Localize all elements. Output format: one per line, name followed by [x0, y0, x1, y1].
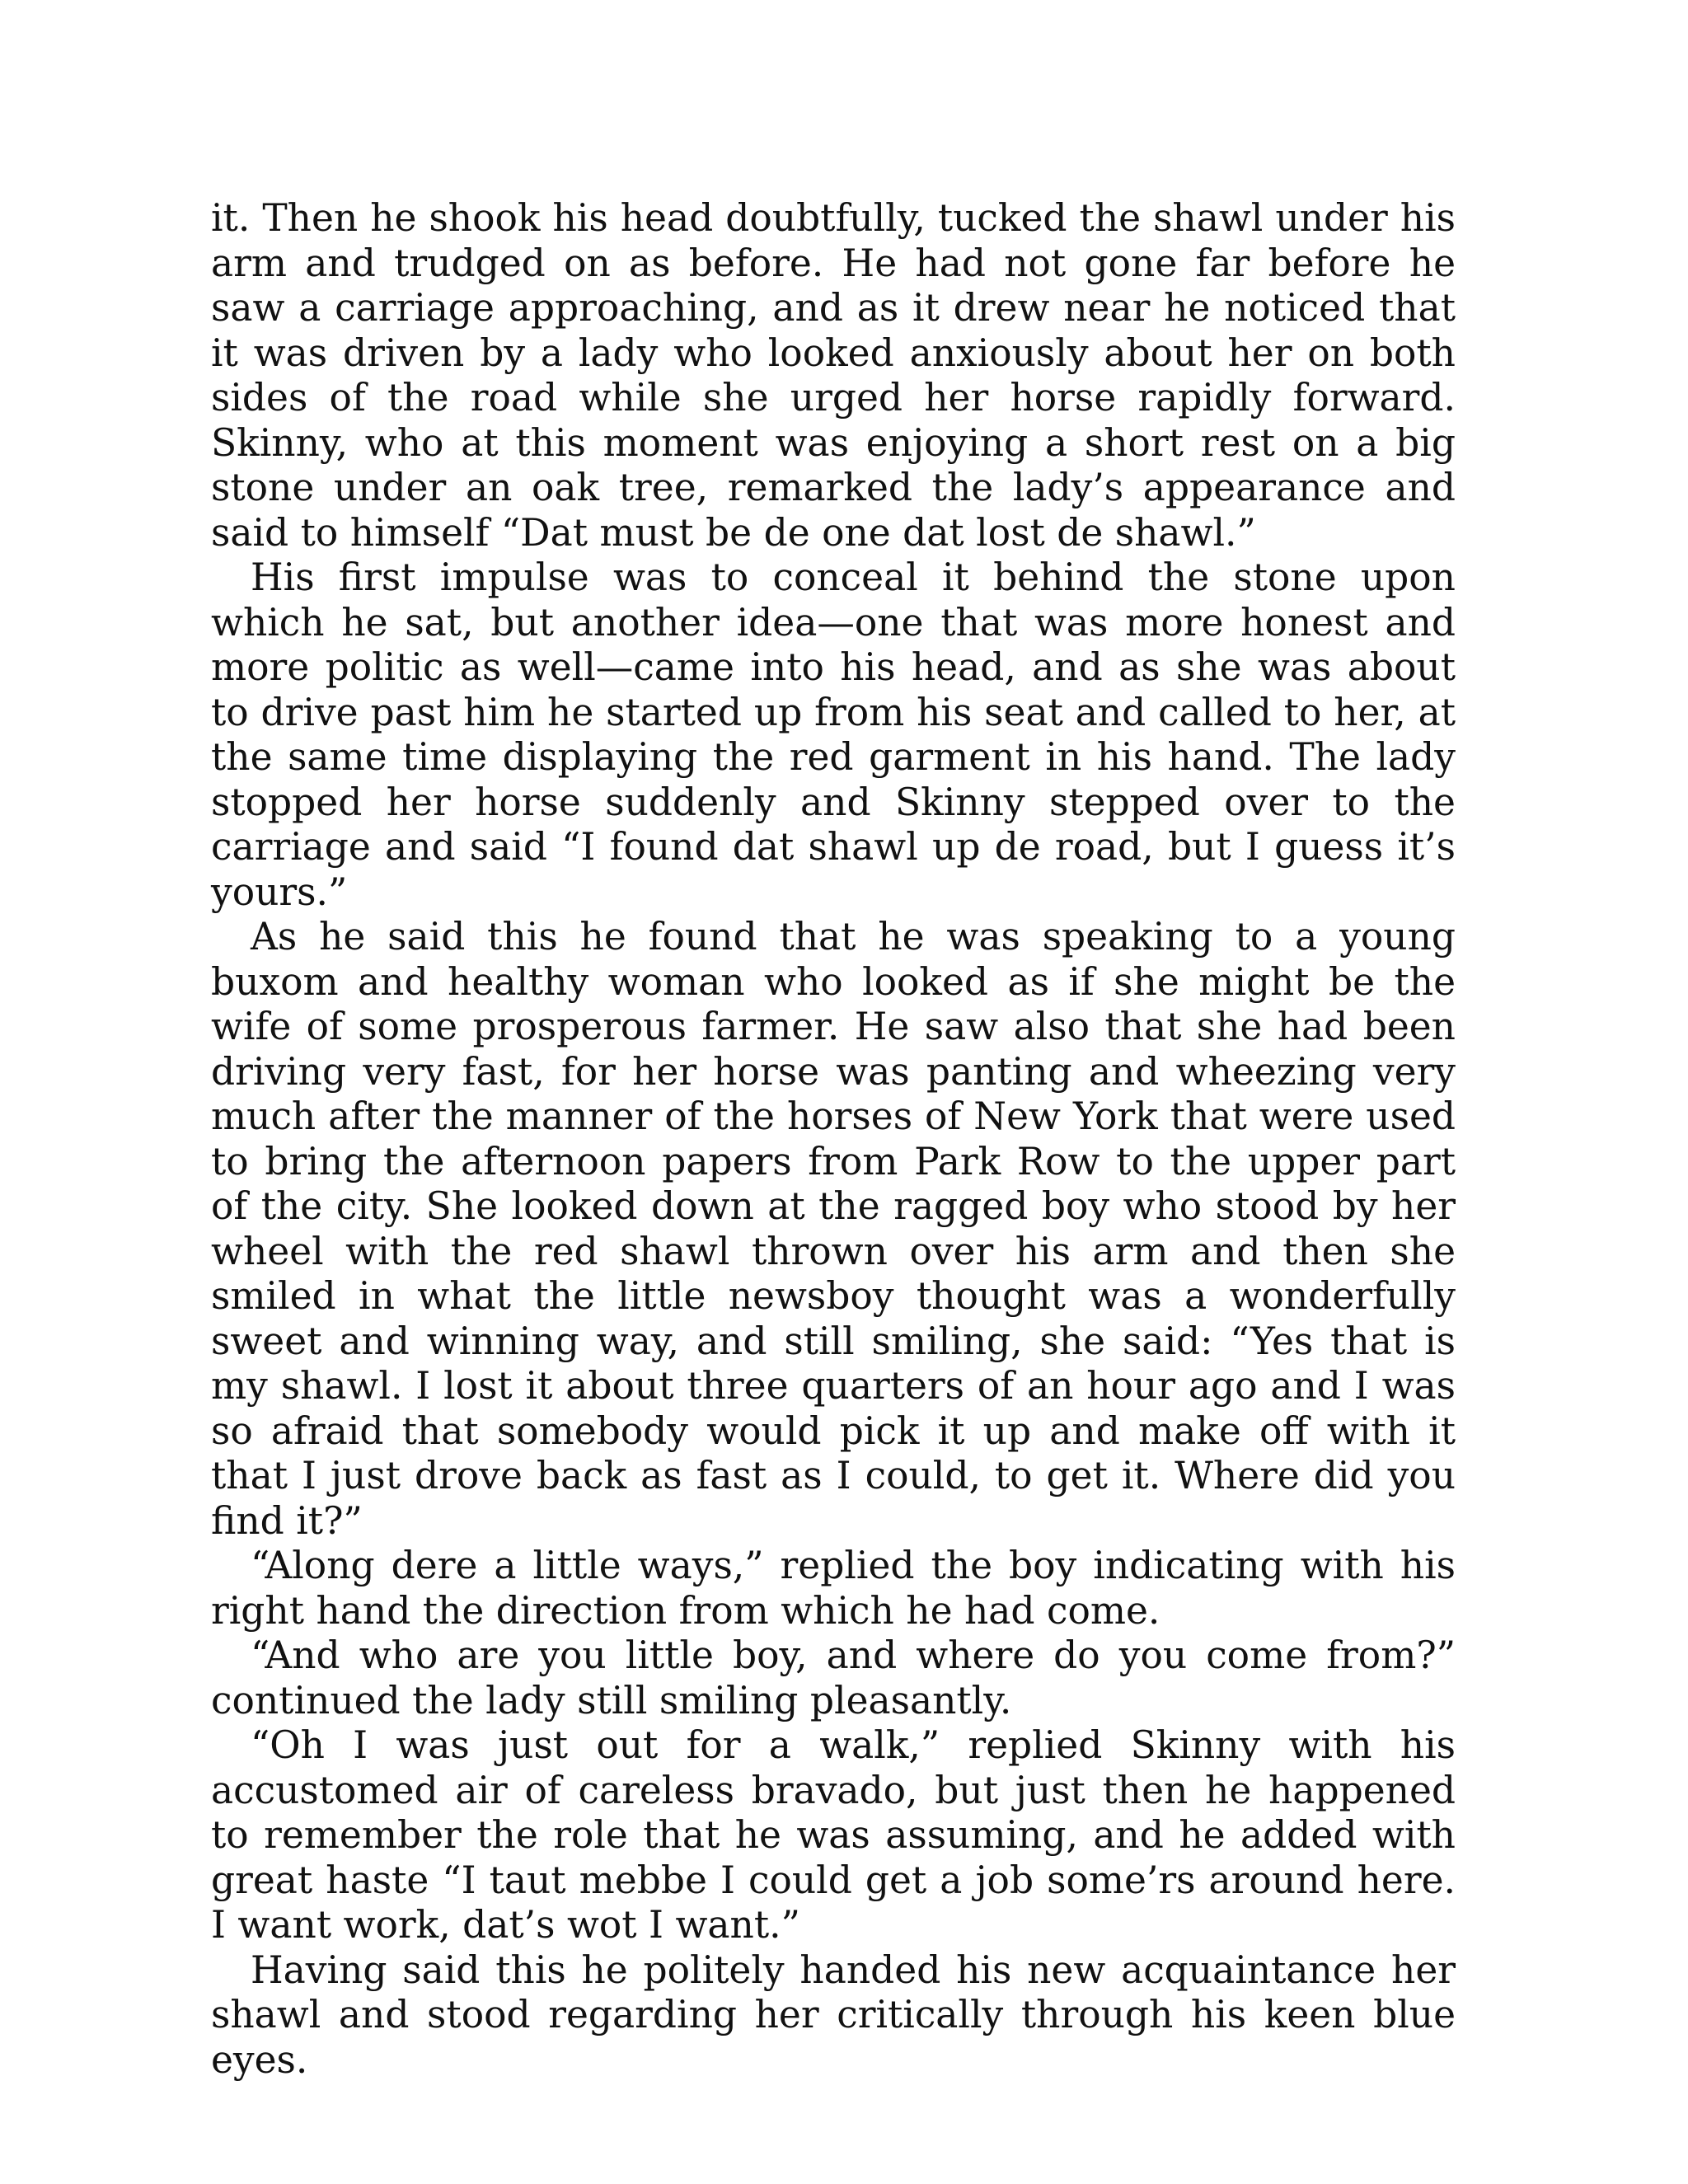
page-text-body — [211, 196, 1456, 2083]
paragraph-2: His first impulse was to conceal it behind the stone upon which he sat, but another idea—one that was more honest and more politic as well—came into his head, and as she was about to drive past him he started up from his seat and called to her, at the same time displaying the red garment in his hand. The lady stopped her horse suddenly and Skinny stepped over to the carriage and said “I found dat shawl up de road, but I guess it’s yours.” — [211, 555, 1456, 914]
paragraph-7: Having said this he politely handed his new acquaintance her shawl and stood regarding her critically through his keen blue eyes. — [211, 1947, 1456, 2082]
paragraph-1: it. Then he shook his head doubtfully, tucked the shawl under his arm and trudged on as before. He had not gone far before he saw a carriage approaching, and as it drew near he noticed that it was driven by a lady who looked anxiously about her on both sides of the road while she urged her horse rapidly forward. Skinny, who at this moment was enjoying a short rest on a big stone under an oak tree, remarked the lady’s appearance and said to himself “Dat must be de one dat lost de shawl.” — [211, 196, 1456, 555]
paragraph-6: “Oh I was just out for a walk,” replied Skinny with his accustomed air of careless bravado, but just then he happened to remember the role that he was assuming, and he added with great haste “I taut mebbe I could get a job some’rs around here. I want work, dat’s wot I want.” — [211, 1723, 1456, 1947]
paragraph-4: “Along dere a little ways,” replied the boy indicating with his right hand the direction from which he had come. — [211, 1544, 1456, 1633]
paragraph-5: “And who are you little boy, and where do you come from?” continued the lady still smiling pleasantly. — [211, 1633, 1456, 1722]
paragraph-3: As he said this he found that he was speaking to a young buxom and healthy woman who looked as if she might be the wife of some prosperous farmer. He saw also that she had been driving very fast, for her horse was panting and wheezing very much after the manner of the horses of New York that were used to bring the afternoon papers from Park Row to the upper part of the city. She looked down at the ragged boy who stood by her wheel with the red shawl thrown over his arm and then she smiled in what the little newsboy thought was a wonderfully sweet and winning way, and still smiling, she said: “Yes that is my shawl. I lost it about three quarters of an hour ago and I was so afraid that somebody would pick it up and make off with it that I just drove back as fast as I could, to get it. Where did you find it?” — [211, 915, 1456, 1543]
